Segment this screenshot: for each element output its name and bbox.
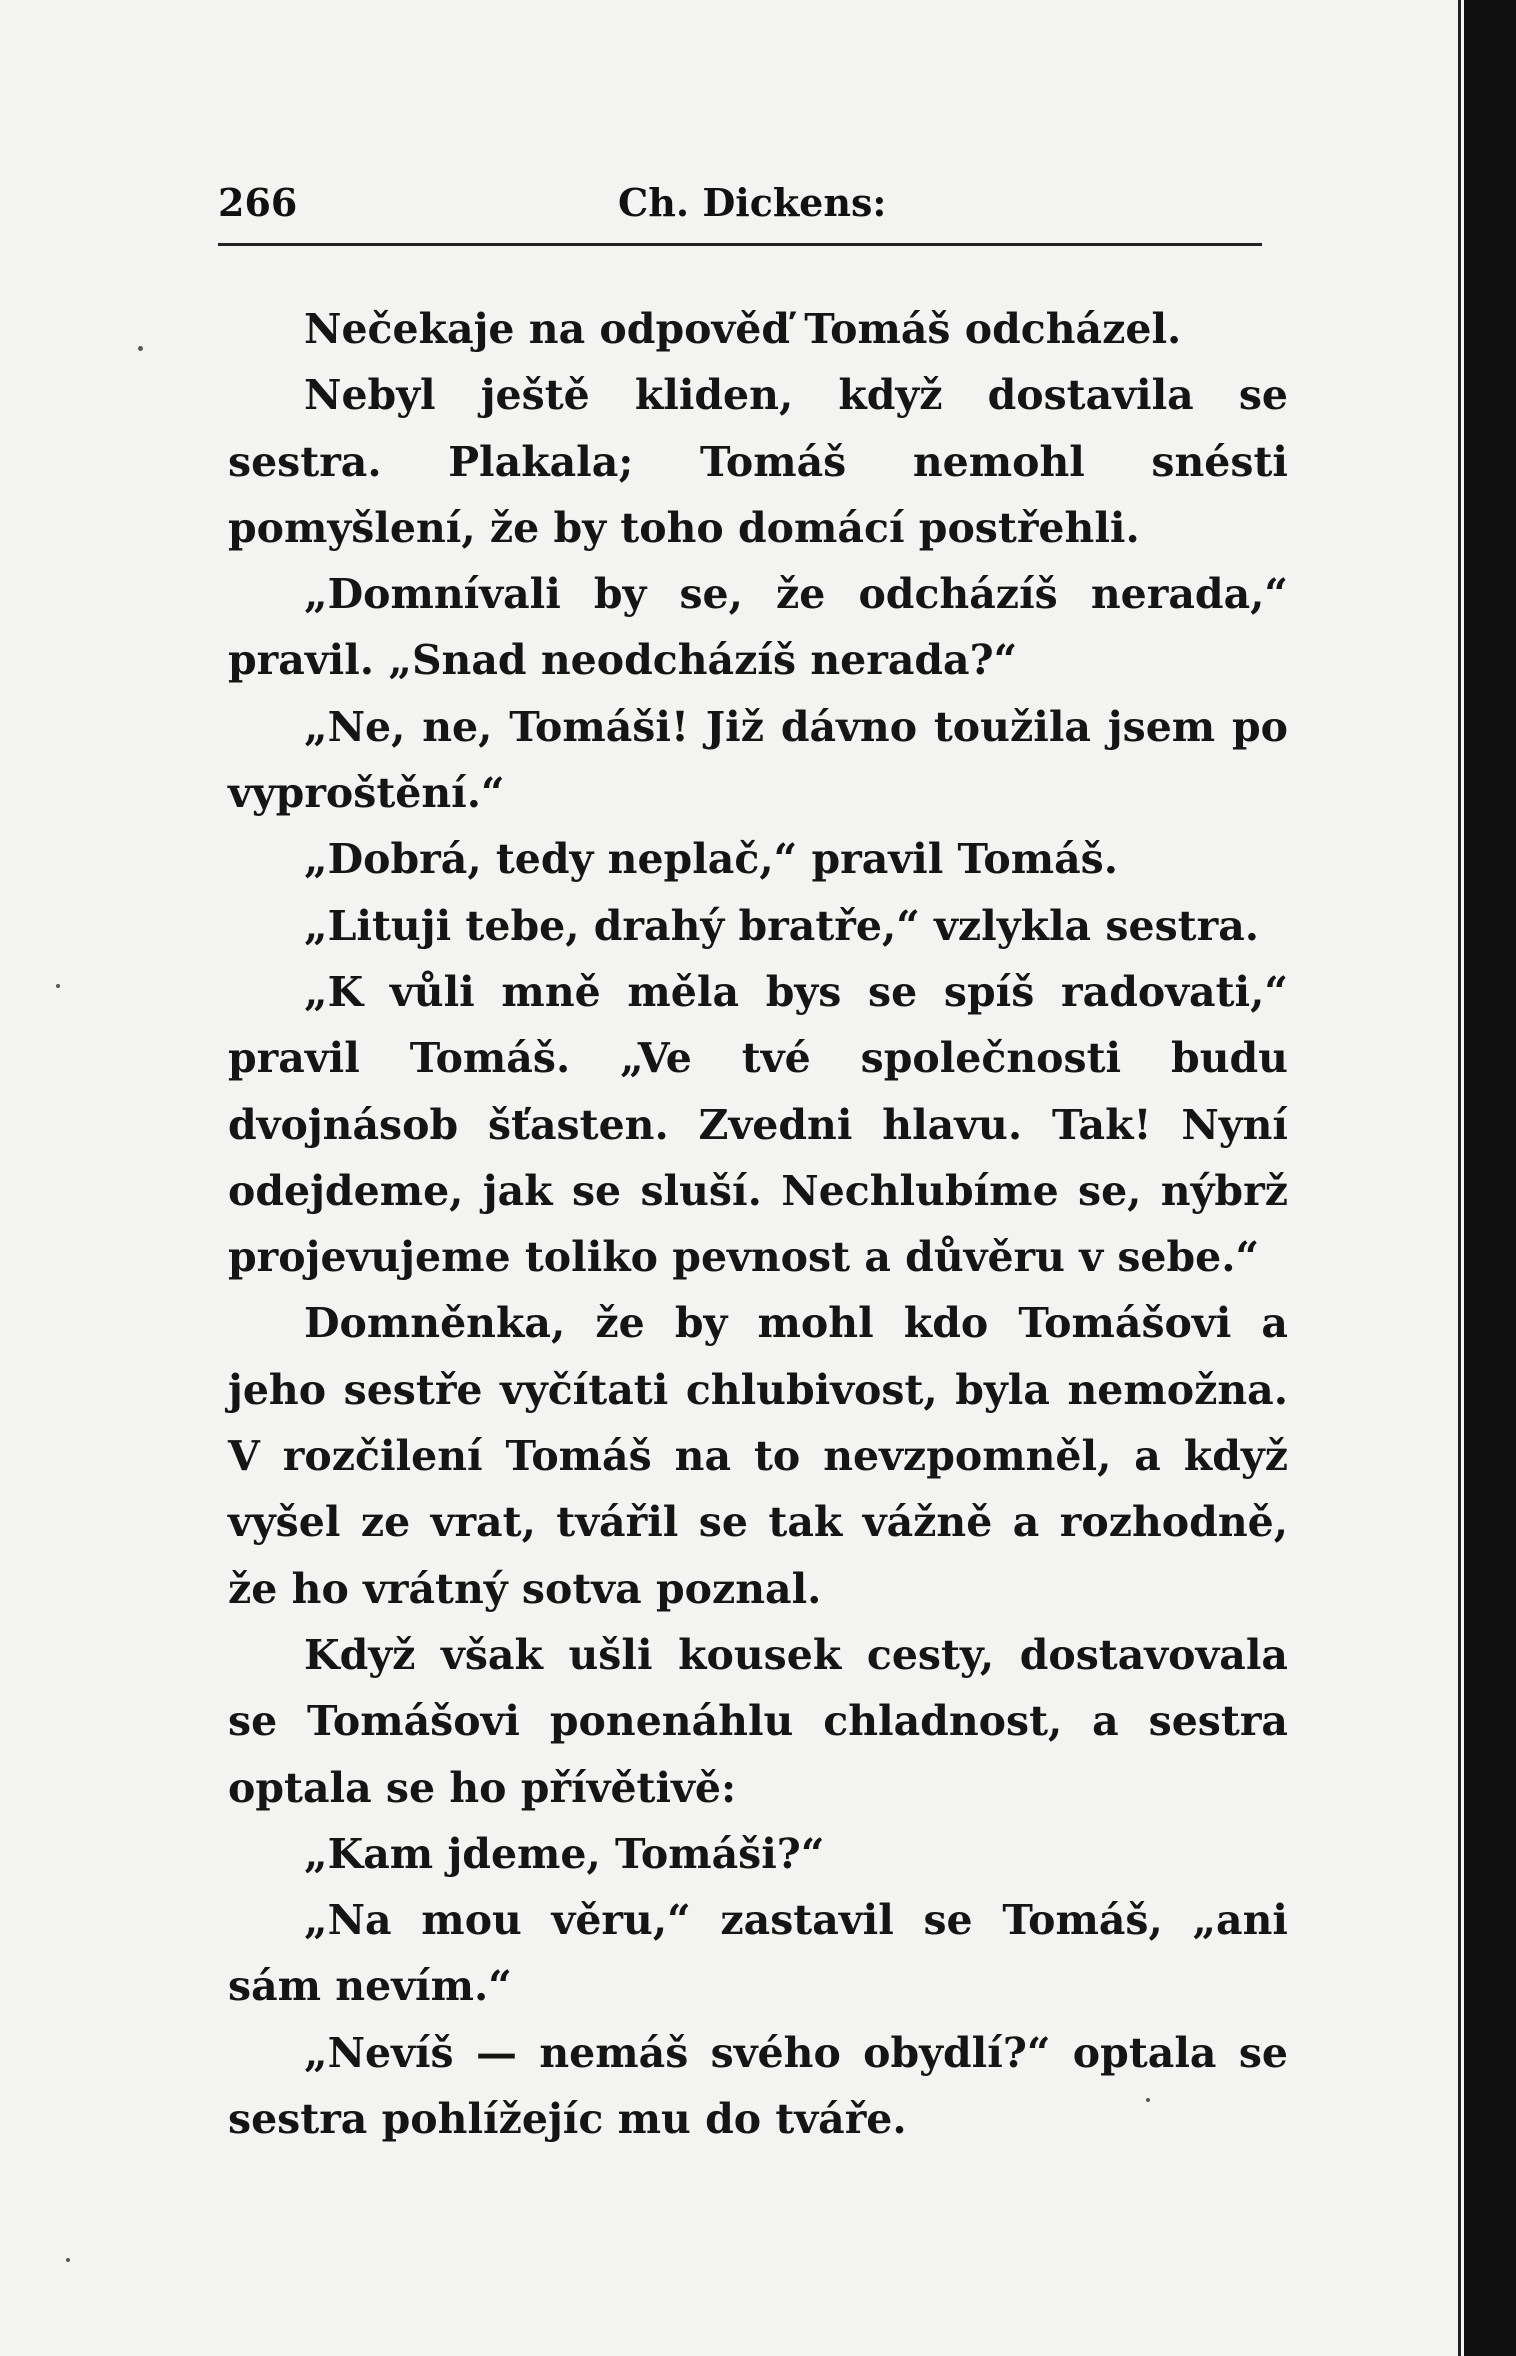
paragraph: „Domnívali by se, že odcházíš nerada,“ pravil. „Snad neodcházíš nerada?“: [228, 570, 1288, 685]
paragraph: „Na mou věru,“ zastavil se Tomáš, „ani sám nevím.“: [228, 1896, 1288, 2011]
running-head: Ch. Dickens:: [618, 180, 887, 225]
paragraph: „K vůli mně měla bys se spíš radovati,“ pravil Tomáš. „Ve tvé společnosti budu dvojnásob šťasten. Zvedni hlavu. Tak! Nyní odejdeme, jak se sluší. Nechlubíme se, nýbrž projevujeme toliko pevnost a důvěru v sebe.“: [228, 967, 1288, 1282]
print-speck: [138, 346, 143, 351]
paragraph: „Lituji tebe, drahý bratře,“ vzlykla sestra.: [304, 901, 1260, 950]
print-speck: [1146, 2098, 1150, 2102]
page-edge-line: [1458, 0, 1461, 2356]
page-header: [218, 180, 1262, 240]
header-rule: [218, 243, 1262, 246]
paragraph: „Dobrá, tedy neplač,“ pravil Tomáš.: [304, 835, 1118, 884]
page-number: 266: [218, 180, 298, 225]
paragraph: „Nevíš — nemáš svého obydlí?“ optala se sestra pohlížejíc mu do tváře.: [228, 2028, 1288, 2144]
print-speck: [66, 2258, 70, 2262]
paragraph: Když však ušli kousek cesty, dostavovala se Tomášovi ponenáhlu chladnost, a sestra optala se ho přívětivě:: [228, 1630, 1288, 1812]
scan-border: [1464, 0, 1516, 2356]
paragraph: „Ne, ne, Tomáši! Již dávno toužila jsem po vyproštění.“: [228, 702, 1288, 818]
print-speck: [56, 984, 60, 988]
body-text: [228, 296, 1288, 2152]
paragraph: „Kam jdeme, Tomáši?“: [304, 1829, 825, 1878]
paragraph: Nečekaje na odpověď Tomáš odcházel.: [304, 305, 1182, 353]
paragraph: Nebyl ještě kliden, když dostavila se sestra. Plakala; Tomáš nemohl snésti pomyšlení, že by toho domácí postřehli.: [228, 371, 1288, 552]
paragraph: Domněnka, že by mohl kdo Tomášovi a jeho sestře vyčítati chlubivost, byla nemožna. V rozčilení Tomáš na to nevzpomněl, a když vyšel ze vrat, tvářil se tak vážně a rozhodně, že ho vrátný sotva poznal.: [228, 1299, 1288, 1613]
